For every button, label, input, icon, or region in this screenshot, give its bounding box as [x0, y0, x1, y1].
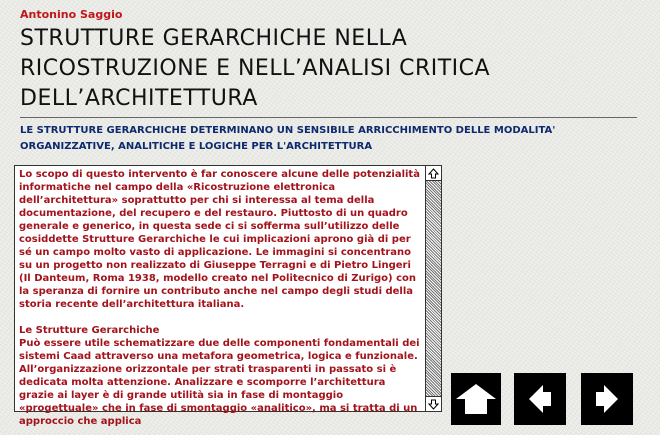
page-title — [20, 24, 640, 114]
arrow-down-outline-icon — [428, 399, 439, 410]
nav-up-button[interactable] — [451, 373, 501, 425]
house-up-arrow-icon — [453, 381, 499, 417]
subtitle — [20, 123, 620, 155]
vertical-scrollbar[interactable] — [425, 166, 441, 411]
scrolling-text-field[interactable] — [14, 165, 442, 427]
scroll-down-button[interactable] — [426, 396, 441, 411]
arrow-left-icon — [525, 380, 555, 418]
article-text — [19, 168, 423, 427]
scroll-track[interactable] — [426, 181, 441, 396]
title-line-1: STRUTTURE GERARCHICHE NELLA — [20, 26, 408, 51]
arrow-right-icon — [592, 380, 622, 418]
section-heading: Le Strutture Gerarchiche — [19, 325, 160, 336]
title-line-3: DELL’ARCHITETTURA — [20, 86, 258, 111]
subtitle-line-2: ORGANIZZATIVE, ANALITICHE E LOGICHE PER L'ARCHITETTURA — [20, 141, 373, 152]
nav-next-button[interactable] — [581, 373, 633, 425]
subtitle-line-1: LE STRUTTURE GERARCHICHE DETERMINANO UN SENSIBILE ARRICCHIMENTO DELLE MODALITA' — [20, 125, 556, 136]
intro-paragraph: Lo scopo di questo intervento è far conoscere alcune delle potenzialità informatiche nel campo della «Ricostruzione elettronica dell’architettura» soprattutto per chi si interessa al tema della documentazione, del recupero e del restauro. Piuttosto di un quadro generale e generico, in questa sede ci si sofferma sull’utilizzo delle cosiddette Strutture Gerarchiche le cui implicazioni aprono già di per sé un campo molto vasto di applicazione. Le immagini si concentrano su un progetto non realizzato di Giuseppe Terragni e di Pietro Lingeri (Il Danteum, Roma 1938, modello creato nel Politecnico di Zurigo) con la speranza di fornire un contributo anche nel campo degli studi della storia recente dell’architettura italiana. — [19, 169, 420, 310]
title-line-2: RICOSTRUZIONE E NELL’ANALISI CRITICA — [20, 56, 491, 81]
arrow-up-outline-icon — [428, 168, 439, 179]
scroll-up-button[interactable] — [426, 166, 441, 181]
author-name: Antonino Saggio — [20, 8, 123, 21]
title-divider — [20, 117, 637, 118]
section-paragraph: Può essere utile schematizzare due delle componenti fondamentali dei sistemi Caad attraverso una metafora geometrica, logica e funzionale. All’organizzazione orizzontale per strati trasparenti in passato si è dedicata molta attenzione. Analizzare e scomporre l’architettura grazie ai layer è di grande utilità sia in fase di montaggio «progettuale» che in fase di smontaggio «analitico», ma si tratta di un approccio che applica — [19, 338, 420, 427]
nav-previous-button[interactable] — [514, 373, 566, 425]
